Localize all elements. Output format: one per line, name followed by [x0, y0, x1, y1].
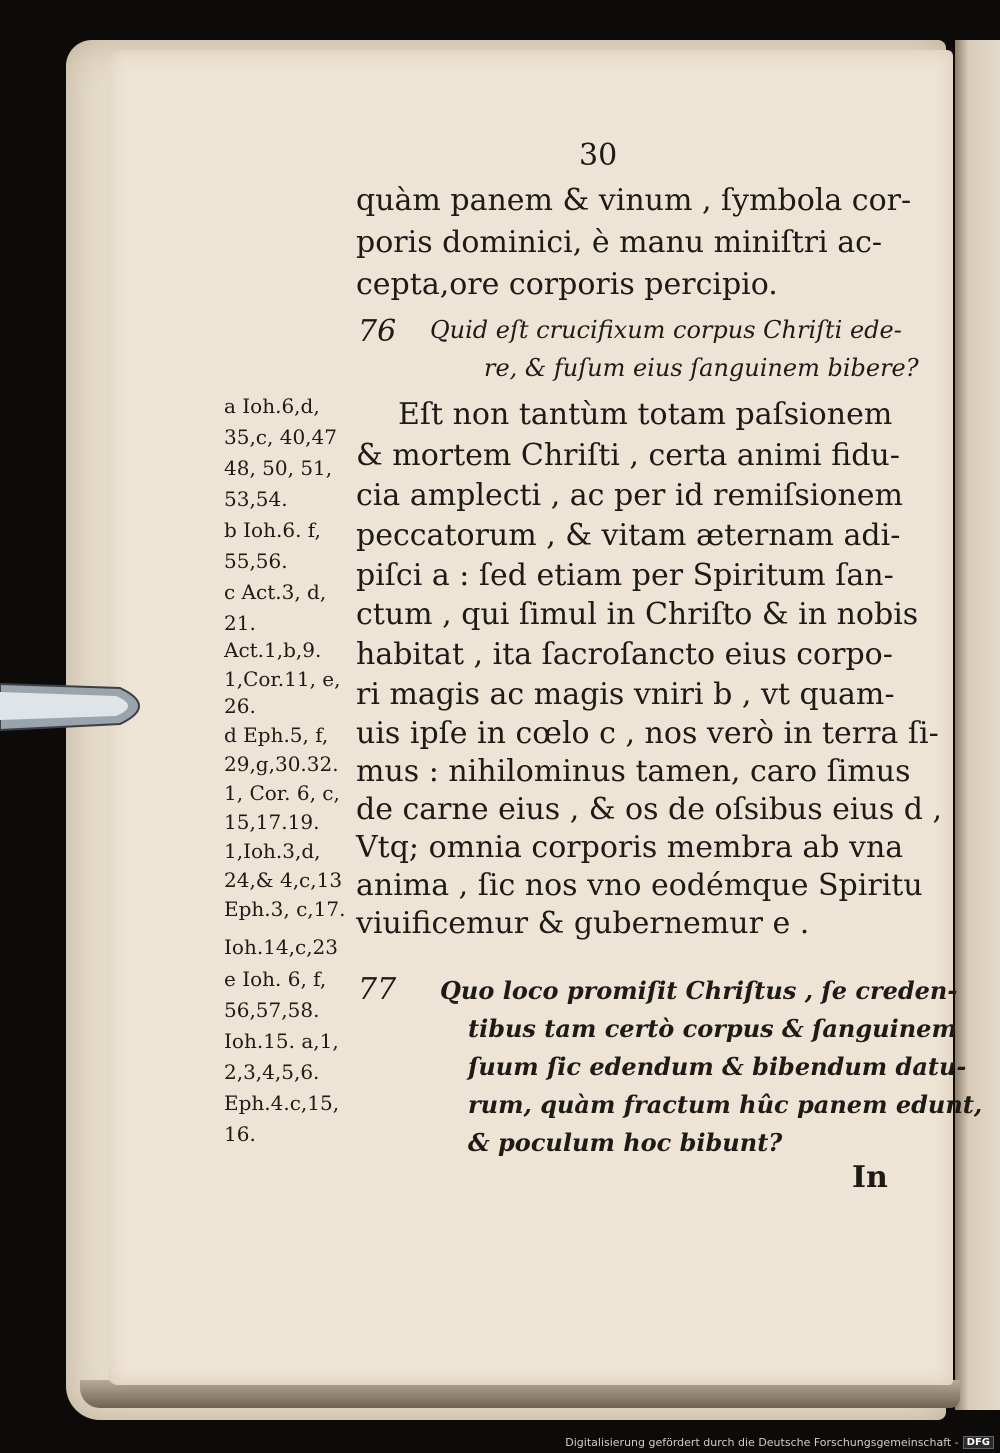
- page-number: 30: [579, 138, 618, 173]
- question-number: 76: [358, 314, 397, 349]
- marginal-ref: b Ioh.6. f,: [224, 518, 321, 542]
- marginal-ref: 1, Cor. 6, c,: [224, 781, 340, 805]
- bookmark-tab: [0, 678, 158, 734]
- body-line: cepta,ore corporis percipio.: [356, 267, 778, 302]
- marginal-ref: a Ioh.6,d,: [224, 394, 320, 418]
- marginal-ref: 53,54.: [224, 487, 288, 511]
- marginal-ref: 1,Cor.11, e,: [224, 667, 341, 691]
- marginal-ref: e Ioh. 6, f,: [224, 967, 327, 991]
- answer-line: mus : nihilominus tamen, caro ſimus: [356, 754, 911, 789]
- digitization-credit: [565, 1436, 994, 1449]
- answer-line: de carne eius , & os de oſsibus eius d ,: [356, 792, 943, 827]
- answer-line: habitat , ita ſacroſancto eius corpo-: [356, 637, 893, 672]
- marginal-ref: 2,3,4,5,6.: [224, 1060, 320, 1084]
- marginal-ref: Eph.4.c,15,: [224, 1091, 340, 1115]
- marginal-ref: 35,c, 40,47: [224, 425, 337, 449]
- question-line: ſuum ſic edendum & bibendum datu-: [468, 1052, 967, 1081]
- credit-text: Digitalisierung gefördert durch die Deutsche Forschungsgemeinschaft -: [565, 1436, 959, 1449]
- answer-line: Eſt non tantùm totam paſsionem: [398, 397, 893, 432]
- catchword: In: [852, 1160, 888, 1195]
- answer-line: ri magis ac magis vniri b , vt quam-: [356, 677, 895, 712]
- body-line: quàm panem & vinum , ſymbola cor-: [356, 183, 912, 218]
- question-line: tibus tam certò corpus & ſanguinem: [468, 1014, 957, 1043]
- next-page-edge: [955, 40, 1000, 1410]
- question-line: Quid eſt crucifixum corpus Chriſti ede-: [430, 316, 902, 344]
- marginal-ref: 56,57,58.: [224, 998, 320, 1022]
- marginal-ref: Ioh.14,c,23: [224, 935, 338, 959]
- answer-line: uis ipſe in cœlo c , nos verò in terra ſi-: [356, 716, 939, 751]
- answer-line: Vtq; omnia corporis membra ab vna: [356, 830, 904, 865]
- marginal-ref: 1,Ioh.3,d,: [224, 839, 321, 863]
- answer-line: piſci a : ſed etiam per Spiritum ſan-: [356, 558, 894, 593]
- body-line: poris dominici, è manu miniſtri ac-: [356, 225, 883, 260]
- answer-line: viuificemur & gubernemur e .: [356, 906, 810, 941]
- marginal-ref: 16.: [224, 1122, 256, 1146]
- answer-line: cia amplecti , ac per id remiſsionem: [356, 478, 903, 513]
- dfg-logo: DFG: [963, 1436, 994, 1449]
- marginal-ref: c Act.3, d,: [224, 580, 327, 604]
- marginal-ref: d Eph.5, f,: [224, 723, 329, 747]
- question-line: Quo loco promiſit Chriſtus , ſe creden-: [440, 976, 958, 1005]
- marginal-ref: 24,& 4,c,13: [224, 868, 343, 892]
- question-line: & poculum hoc bibunt?: [468, 1128, 783, 1157]
- marginal-ref: 15,17.19.: [224, 810, 320, 834]
- answer-line: peccatorum , & vitam æternam adi-: [356, 518, 901, 553]
- question-line: re, & fuſum eius ſanguinem bibere?: [484, 354, 919, 382]
- marginal-ref: 29,g,30.32.: [224, 752, 339, 776]
- marginal-ref: 55,56.: [224, 549, 288, 573]
- marginal-ref: Ioh.15. a,1,: [224, 1029, 339, 1053]
- marginal-ref: 21.: [224, 611, 256, 635]
- question-number: 77: [358, 972, 397, 1007]
- question-line: rum, quàm fractum hûc panem edunt,: [468, 1090, 983, 1119]
- marginal-ref: Act.1,b,9.: [224, 638, 322, 662]
- answer-line: anima , ſic nos vno eodémque Spiritu: [356, 868, 923, 903]
- marginal-ref: 48, 50, 51,: [224, 456, 333, 480]
- marginal-ref: Eph.3, c,17.: [224, 897, 346, 921]
- answer-line: ctum , qui ſimul in Chriſto & in nobis: [356, 597, 919, 632]
- answer-line: & mortem Chriſti , certa animi fidu-: [356, 438, 900, 473]
- marginal-ref: 26.: [224, 694, 256, 718]
